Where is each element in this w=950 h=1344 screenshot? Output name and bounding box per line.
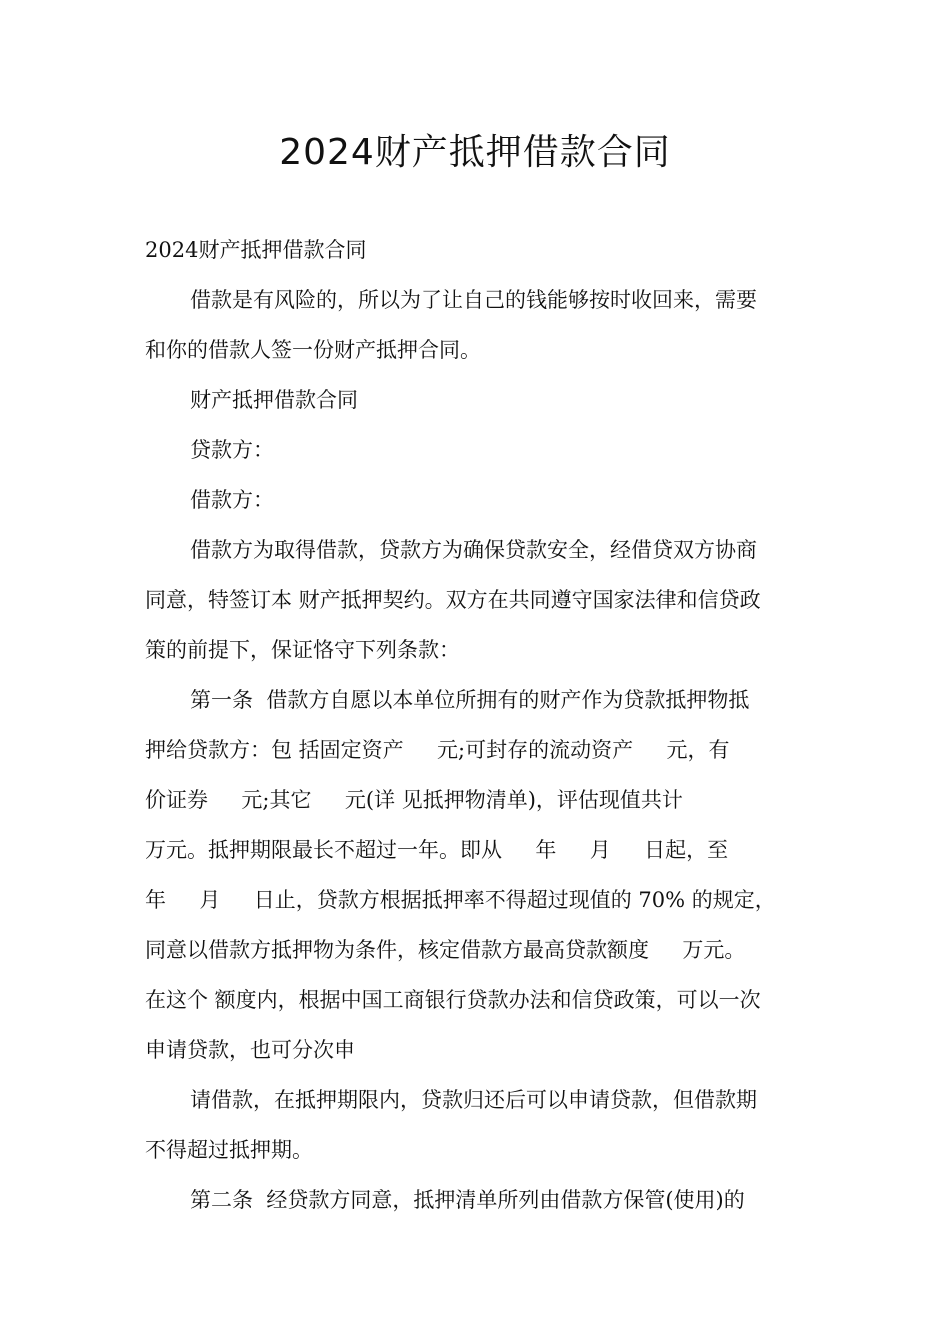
paragraph-article-2 bbox=[145, 1175, 810, 1225]
paragraph-intro bbox=[145, 275, 810, 375]
text-line: 不得超过抵押期。 bbox=[145, 1138, 313, 1162]
text-line: 第二条 经贷款方同意，抵押清单所列由借款方保管(使用)的 bbox=[190, 1188, 745, 1212]
paragraph-lender bbox=[145, 425, 810, 475]
paragraph-contract-name bbox=[145, 375, 810, 425]
text-line: 万元。抵押期限最长不超过一年。即从 年 月 日起，至 bbox=[145, 838, 729, 862]
text-line: 在这个 额度内，根据中国工商银行贷款办法和信贷政策，可以一次 bbox=[145, 988, 761, 1012]
text-line: 同意，特签订本 财产抵押契约。双方在共同遵守国家法律和信贷政 bbox=[145, 588, 761, 612]
document-body bbox=[145, 225, 810, 1225]
text-line: 借款方： bbox=[190, 488, 274, 512]
text-line: 请借款，在抵押期限内，贷款归还后可以申请贷款，但借款期 bbox=[190, 1088, 757, 1112]
text-line: 2024财产抵押借款合同 bbox=[145, 238, 367, 262]
text-line: 借款方为取得借款，贷款方为确保贷款安全，经借贷双方协商 bbox=[190, 538, 757, 562]
paragraph-article-1 bbox=[145, 675, 810, 1075]
paragraph-subtitle bbox=[145, 225, 810, 275]
text-line: 借款是有风险的，所以为了让自己的钱能够按时收回来，需要 bbox=[190, 288, 757, 312]
text-line: 年 月 日止，贷款方根据抵押率不得超过现值的 70% 的规定， bbox=[145, 888, 776, 912]
text-line: 申请贷款，也可分次申 bbox=[145, 1038, 355, 1062]
text-line: 贷款方： bbox=[190, 438, 274, 462]
text-line: 策的前提下，保证恪守下列条款： bbox=[145, 638, 460, 662]
text-line: 押给贷款方：包 括固定资产 元;可封存的流动资产 元，有 bbox=[145, 738, 730, 762]
paragraph-article-1-cont bbox=[145, 1075, 810, 1175]
paragraph-borrower bbox=[145, 475, 810, 525]
text-line: 价证券 元;其它 元(详 见抵押物清单)，评估现值共计 bbox=[145, 788, 683, 812]
paragraph-preamble bbox=[145, 525, 810, 675]
text-line: 和你的借款人签一份财产抵押合同。 bbox=[145, 338, 481, 362]
text-line: 第一条 借款方自愿以本单位所拥有的财产作为贷款抵押物抵 bbox=[190, 688, 750, 712]
text-line: 财产抵押借款合同 bbox=[190, 388, 358, 412]
text-line: 同意以借款方抵押物为条件，核定借款方最高贷款额度 万元。 bbox=[145, 938, 746, 962]
document-title: 2024财产抵押借款合同 bbox=[279, 132, 671, 173]
